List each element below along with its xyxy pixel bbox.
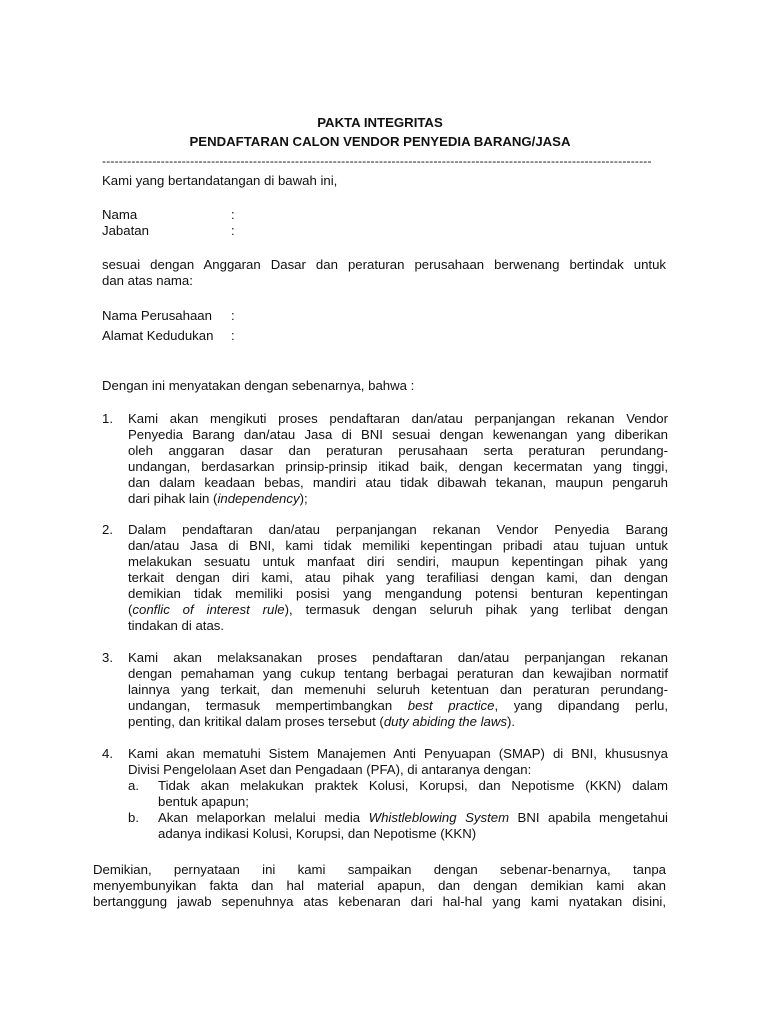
item-line: undangan, berdasarkan prinsip-prinsip itikad baik, dengan kecermatan yang tinggi, bbox=[128, 459, 668, 474]
item-line: Divisi Pengelolaan Aset dan Pengadaan (PFA), di antaranya dengan: bbox=[128, 762, 532, 777]
italic-term: best practice bbox=[407, 698, 495, 713]
field-colon-alamat-kedudukan: : bbox=[231, 328, 235, 343]
item-line: Kami akan mengikuti proses pendaftaran dan/atau perpanjangan rekanan Vendor bbox=[128, 411, 668, 426]
field-colon-nama: : bbox=[231, 207, 235, 222]
sub-item-line: adanya indikasi Kolusi, Korupsi, dan Nepotisme (KKN) bbox=[158, 826, 477, 841]
item-line: undangan, termasuk mempertimbangkan best practice, yang dipandang perlu, bbox=[128, 698, 668, 713]
dashed-divider: ----------------------------------------------------------------------------------------------------------------------------------- bbox=[102, 154, 652, 168]
item-body bbox=[128, 746, 668, 778]
item-body bbox=[128, 522, 668, 634]
closing-line: menyembunyikan fakta dan hal material apapun, dan dengan demikian kami akan bbox=[93, 878, 666, 893]
italic-term: Whistleblowing System bbox=[368, 810, 510, 825]
item-line: Dalam pendaftaran dan/atau perpanjangan rekanan Vendor Penyedia Barang bbox=[128, 522, 668, 537]
item-number: 1. bbox=[102, 411, 113, 426]
sub-item-line: Tidak akan melakukan praktek Kolusi, Korupsi, dan Nepotisme (KKN) dalam bbox=[158, 778, 668, 793]
closing-line: bertanggung jawab sepenuhnya atas kebenaran dari hal-hal yang kami nyatakan disini, bbox=[93, 894, 666, 909]
item-body bbox=[128, 411, 668, 507]
italic-term: duty abiding the laws bbox=[383, 714, 507, 729]
item-line: (conflic of interest rule), termasuk dengan seluruh pihak yang terlibat dengan bbox=[128, 602, 668, 617]
sub-item-line: bentuk apapun; bbox=[158, 794, 249, 809]
item-line: Kami akan melaksanakan proses pendaftaran dan/atau perpanjangan rekanan bbox=[128, 650, 668, 665]
field-colon-jabatan: : bbox=[231, 223, 235, 238]
item-number: 3. bbox=[102, 650, 113, 665]
intro-text: Kami yang bertandatangan di bawah ini, bbox=[102, 173, 338, 188]
item-line: penting, dan kritikal dalam proses tersebut (duty abiding the laws). bbox=[128, 714, 516, 729]
document-subtitle: PENDAFTARAN CALON VENDOR PENYEDIA BARANG/JASA bbox=[189, 134, 571, 149]
item-line: oleh anggaran dasar dan peraturan perusahaan serta peraturan perundang- bbox=[128, 443, 668, 458]
authority-paragraph bbox=[102, 257, 666, 289]
item-line: demikian tidak memiliki posisi yang mengandung potensi benturan kepentingan bbox=[128, 586, 668, 601]
item-line: tindakan di atas. bbox=[128, 618, 225, 633]
field-label-alamat-kedudukan: Alamat Kedudukan bbox=[102, 328, 214, 343]
item-number: 2. bbox=[102, 522, 113, 537]
sub-item-letter: a. bbox=[128, 778, 139, 793]
authority-line: sesuai dengan Anggaran Dasar dan peraturan perusahaan berwenang bertindak untuk bbox=[102, 257, 666, 272]
closing-line: Demikian, pernyataan ini kami sampaikan dengan sebenar-benarnya, tanpa bbox=[93, 862, 666, 877]
italic-term: conflic of interest rule bbox=[132, 602, 285, 617]
sub-item-body bbox=[158, 810, 668, 842]
item-line: dan dalam keadaan bebas, mandiri atau tidak dibawah tekanan, maupun pengaruh bbox=[128, 475, 668, 490]
authority-line: dan atas nama: bbox=[102, 273, 193, 288]
field-label-nama: Nama bbox=[102, 207, 138, 222]
closing-paragraph bbox=[93, 862, 666, 910]
sub-item-line: Akan melaporkan melalui media Whistleblowing System BNI apabila mengetahui bbox=[158, 810, 668, 825]
item-body bbox=[128, 650, 668, 730]
item-line: terkait dengan diri kami, atau pihak yang terafiliasi dengan kami, dan dengan bbox=[128, 570, 668, 585]
item-number: 4. bbox=[102, 746, 113, 761]
sub-item-letter: b. bbox=[128, 810, 139, 825]
field-colon-nama-perusahaan: : bbox=[231, 308, 235, 323]
item-line: melakukan sesuatu untuk manfaat diri sendiri, maupun kepentingan pihak yang bbox=[128, 554, 668, 569]
item-line: Kami akan mematuhi Sistem Manajemen Anti Penyuapan (SMAP) di BNI, khususnya bbox=[128, 746, 668, 761]
item-line: dengan pemahaman yang cukup tentang berbagai peraturan dan kewajiban normatif bbox=[128, 666, 668, 681]
field-label-nama-perusahaan: Nama Perusahaan bbox=[102, 308, 212, 323]
item-line: Penyedia Barang dan/atau Jasa di BNI sesuai dengan kewenangan yang diberikan bbox=[128, 427, 668, 442]
document-title: PAKTA INTEGRITAS bbox=[317, 115, 443, 130]
sub-item-body bbox=[158, 778, 668, 810]
statement-text: Dengan ini menyatakan dengan sebenarnya, bahwa : bbox=[102, 378, 415, 393]
italic-term: independency bbox=[217, 491, 300, 506]
item-line: dari pihak lain (independency); bbox=[128, 491, 308, 506]
field-label-jabatan: Jabatan bbox=[102, 223, 149, 238]
item-line: dan/atau Jasa di BNI, kami tidak memiliki kepentingan pribadi atau tujuan untuk bbox=[128, 538, 668, 553]
item-line: lainnya yang terkait, dan memenuhi seluruh ketentuan dan peraturan perundang- bbox=[128, 682, 668, 697]
